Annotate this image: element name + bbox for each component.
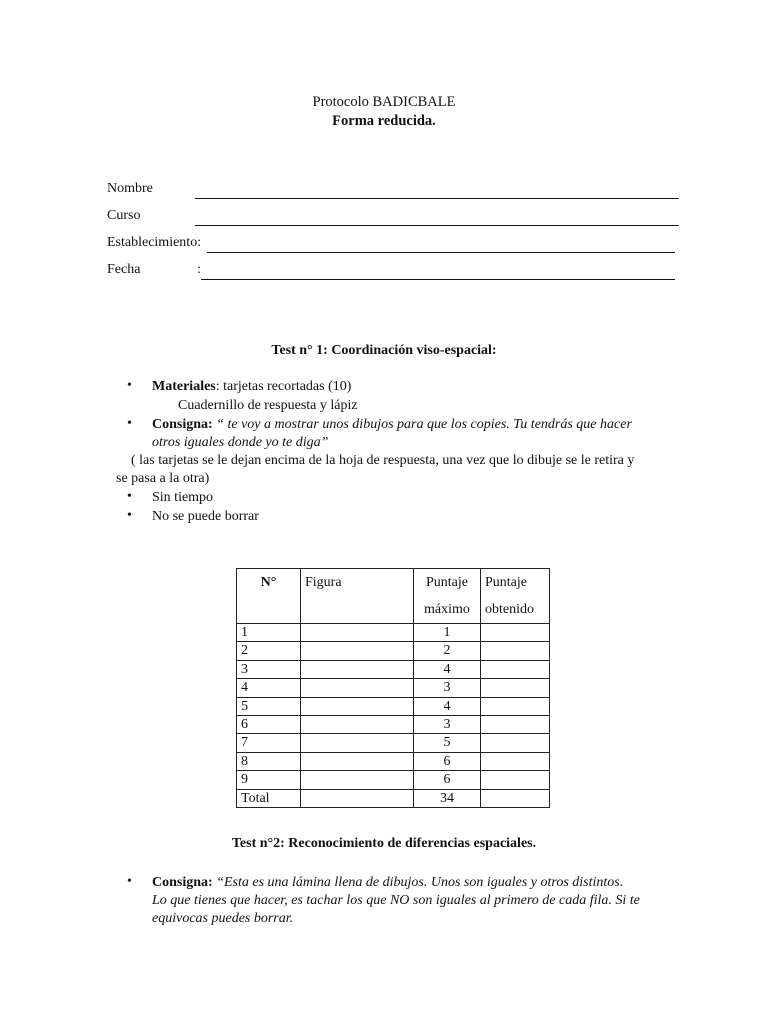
consigna2-line3 <box>152 910 293 928</box>
row-obtenido[interactable] <box>481 715 550 733</box>
materiales-line2: Cuadernillo de respuesta y lápiz <box>178 398 358 413</box>
table-row <box>237 715 550 733</box>
row-max: 6 <box>414 771 481 789</box>
header-puntaje-obt <box>481 569 550 624</box>
table-row <box>237 660 550 678</box>
row-num: 5 <box>237 697 301 715</box>
row-obtenido[interactable] <box>481 771 550 789</box>
consigna2-line2-text: Lo que tienes que hacer, es tachar los que NO son iguales al primero de cada fila. Si te <box>152 893 640 908</box>
row-figura[interactable] <box>301 697 414 715</box>
row-figura[interactable] <box>301 679 414 697</box>
row-max: 2 <box>414 642 481 660</box>
row-figura[interactable] <box>301 771 414 789</box>
bullet-sin-tiempo: Sin tiempo <box>152 490 214 505</box>
header-puntaje-obt-2: obtenido <box>485 602 534 617</box>
row-num: 3 <box>237 660 301 678</box>
bullet-icon: • <box>127 378 132 393</box>
row-obtenido[interactable] <box>481 679 550 697</box>
header-puntaje-max-1: Puntaje <box>426 575 468 590</box>
total-figura <box>301 789 414 807</box>
total-label: Total <box>237 789 301 807</box>
field-label: Nombre <box>107 181 153 196</box>
bullet-no-borrar: No se puede borrar <box>152 509 259 524</box>
table-row <box>237 734 550 752</box>
row-figura[interactable] <box>301 660 414 678</box>
document-title <box>0 93 768 131</box>
row-obtenido[interactable] <box>481 660 550 678</box>
note-line1: ( las tarjetas se le dejan encima de la hoja de respuesta, una vez que lo dibuje se le retira y <box>131 453 635 468</box>
header-figura: Figura <box>301 569 414 624</box>
row-num: 8 <box>237 752 301 770</box>
row-max: 6 <box>414 752 481 770</box>
bullet-icon: • <box>127 416 132 431</box>
total-obtenido[interactable] <box>481 789 550 807</box>
row-num: 2 <box>237 642 301 660</box>
row-max: 3 <box>414 679 481 697</box>
field-curso <box>107 208 682 228</box>
consigna-label: Consigna: <box>152 417 213 432</box>
row-figura[interactable] <box>301 624 414 642</box>
total-value: 34 <box>414 789 481 807</box>
table-row <box>237 697 550 715</box>
consigna2-line2 <box>152 892 640 910</box>
field-nombre <box>107 181 682 201</box>
row-obtenido[interactable] <box>481 734 550 752</box>
test1-heading: Test n° 1: Coordinación viso-espacial: <box>271 343 497 358</box>
header-puntaje-obt-1: Puntaje <box>485 575 527 590</box>
materiales-item <box>152 378 351 396</box>
consigna-line1: “ te voy a mostrar unos dibujos para que los copies. Tu tendrás que hacer <box>216 417 632 432</box>
row-obtenido[interactable] <box>481 624 550 642</box>
table-total-row <box>237 789 550 807</box>
bullet-icon: • <box>127 874 132 889</box>
row-num: 1 <box>237 624 301 642</box>
field-sep: : <box>197 235 202 250</box>
materiales-label: Materiales <box>152 379 216 394</box>
row-max: 1 <box>414 624 481 642</box>
field-label-wrap <box>107 235 201 251</box>
table-row <box>237 624 550 642</box>
table-row <box>237 642 550 660</box>
row-max: 4 <box>414 697 481 715</box>
consigna-item <box>152 416 632 434</box>
row-num: 4 <box>237 679 301 697</box>
row-obtenido[interactable] <box>481 697 550 715</box>
row-figura[interactable] <box>301 715 414 733</box>
title-prefix: Protocolo <box>312 94 373 110</box>
consigna2-item <box>152 874 623 892</box>
header-puntaje-max-2: máximo <box>424 602 470 617</box>
table-row <box>237 679 550 697</box>
row-figura[interactable] <box>301 734 414 752</box>
consigna2-label: Consigna: <box>152 875 213 890</box>
test2-heading: Test n°2: Reconocimiento de diferencias espaciales. <box>231 836 537 851</box>
field-line <box>195 198 679 199</box>
field-line <box>207 252 675 253</box>
field-label: Curso <box>107 208 141 223</box>
row-max: 4 <box>414 660 481 678</box>
table-row <box>237 771 550 789</box>
field-line <box>195 225 679 226</box>
materiales-text: : tarjetas recortadas (10) <box>215 379 352 394</box>
consigna2-line3-text: equivocas puedes borrar. <box>152 911 294 926</box>
field-establecimiento <box>107 235 682 255</box>
row-figura[interactable] <box>301 752 414 770</box>
bullet-icon: • <box>127 489 132 504</box>
bullet-icon: • <box>127 508 132 523</box>
header-num <box>237 569 301 624</box>
row-figura[interactable] <box>301 642 414 660</box>
consigna-line2 <box>152 434 328 452</box>
header-num-text: N° <box>260 575 277 590</box>
row-num: 9 <box>237 771 301 789</box>
table-row <box>237 752 550 770</box>
title-name: BADICBALE <box>372 94 456 110</box>
field-fecha <box>107 262 682 282</box>
row-max: 3 <box>414 715 481 733</box>
consigna2-line1: “Esta es una lámina llena de dibujos. Unos son iguales y otros distintos. <box>216 875 624 890</box>
field-label: Establecimiento <box>107 235 198 250</box>
field-label: Fecha <box>107 262 141 277</box>
table-header-row <box>237 569 550 624</box>
field-sep: : <box>197 262 201 277</box>
row-obtenido[interactable] <box>481 642 550 660</box>
row-max: 5 <box>414 734 481 752</box>
row-obtenido[interactable] <box>481 752 550 770</box>
row-num: 7 <box>237 734 301 752</box>
document-subtitle: Forma reducida. <box>332 113 436 129</box>
header-puntaje-max <box>414 569 481 624</box>
field-line <box>201 279 675 280</box>
consigna-line2-text: otros iguales donde yo te diga” <box>152 435 329 450</box>
note-line2: se pasa a la otra) <box>116 471 210 486</box>
score-table <box>236 568 550 808</box>
row-num: 6 <box>237 715 301 733</box>
